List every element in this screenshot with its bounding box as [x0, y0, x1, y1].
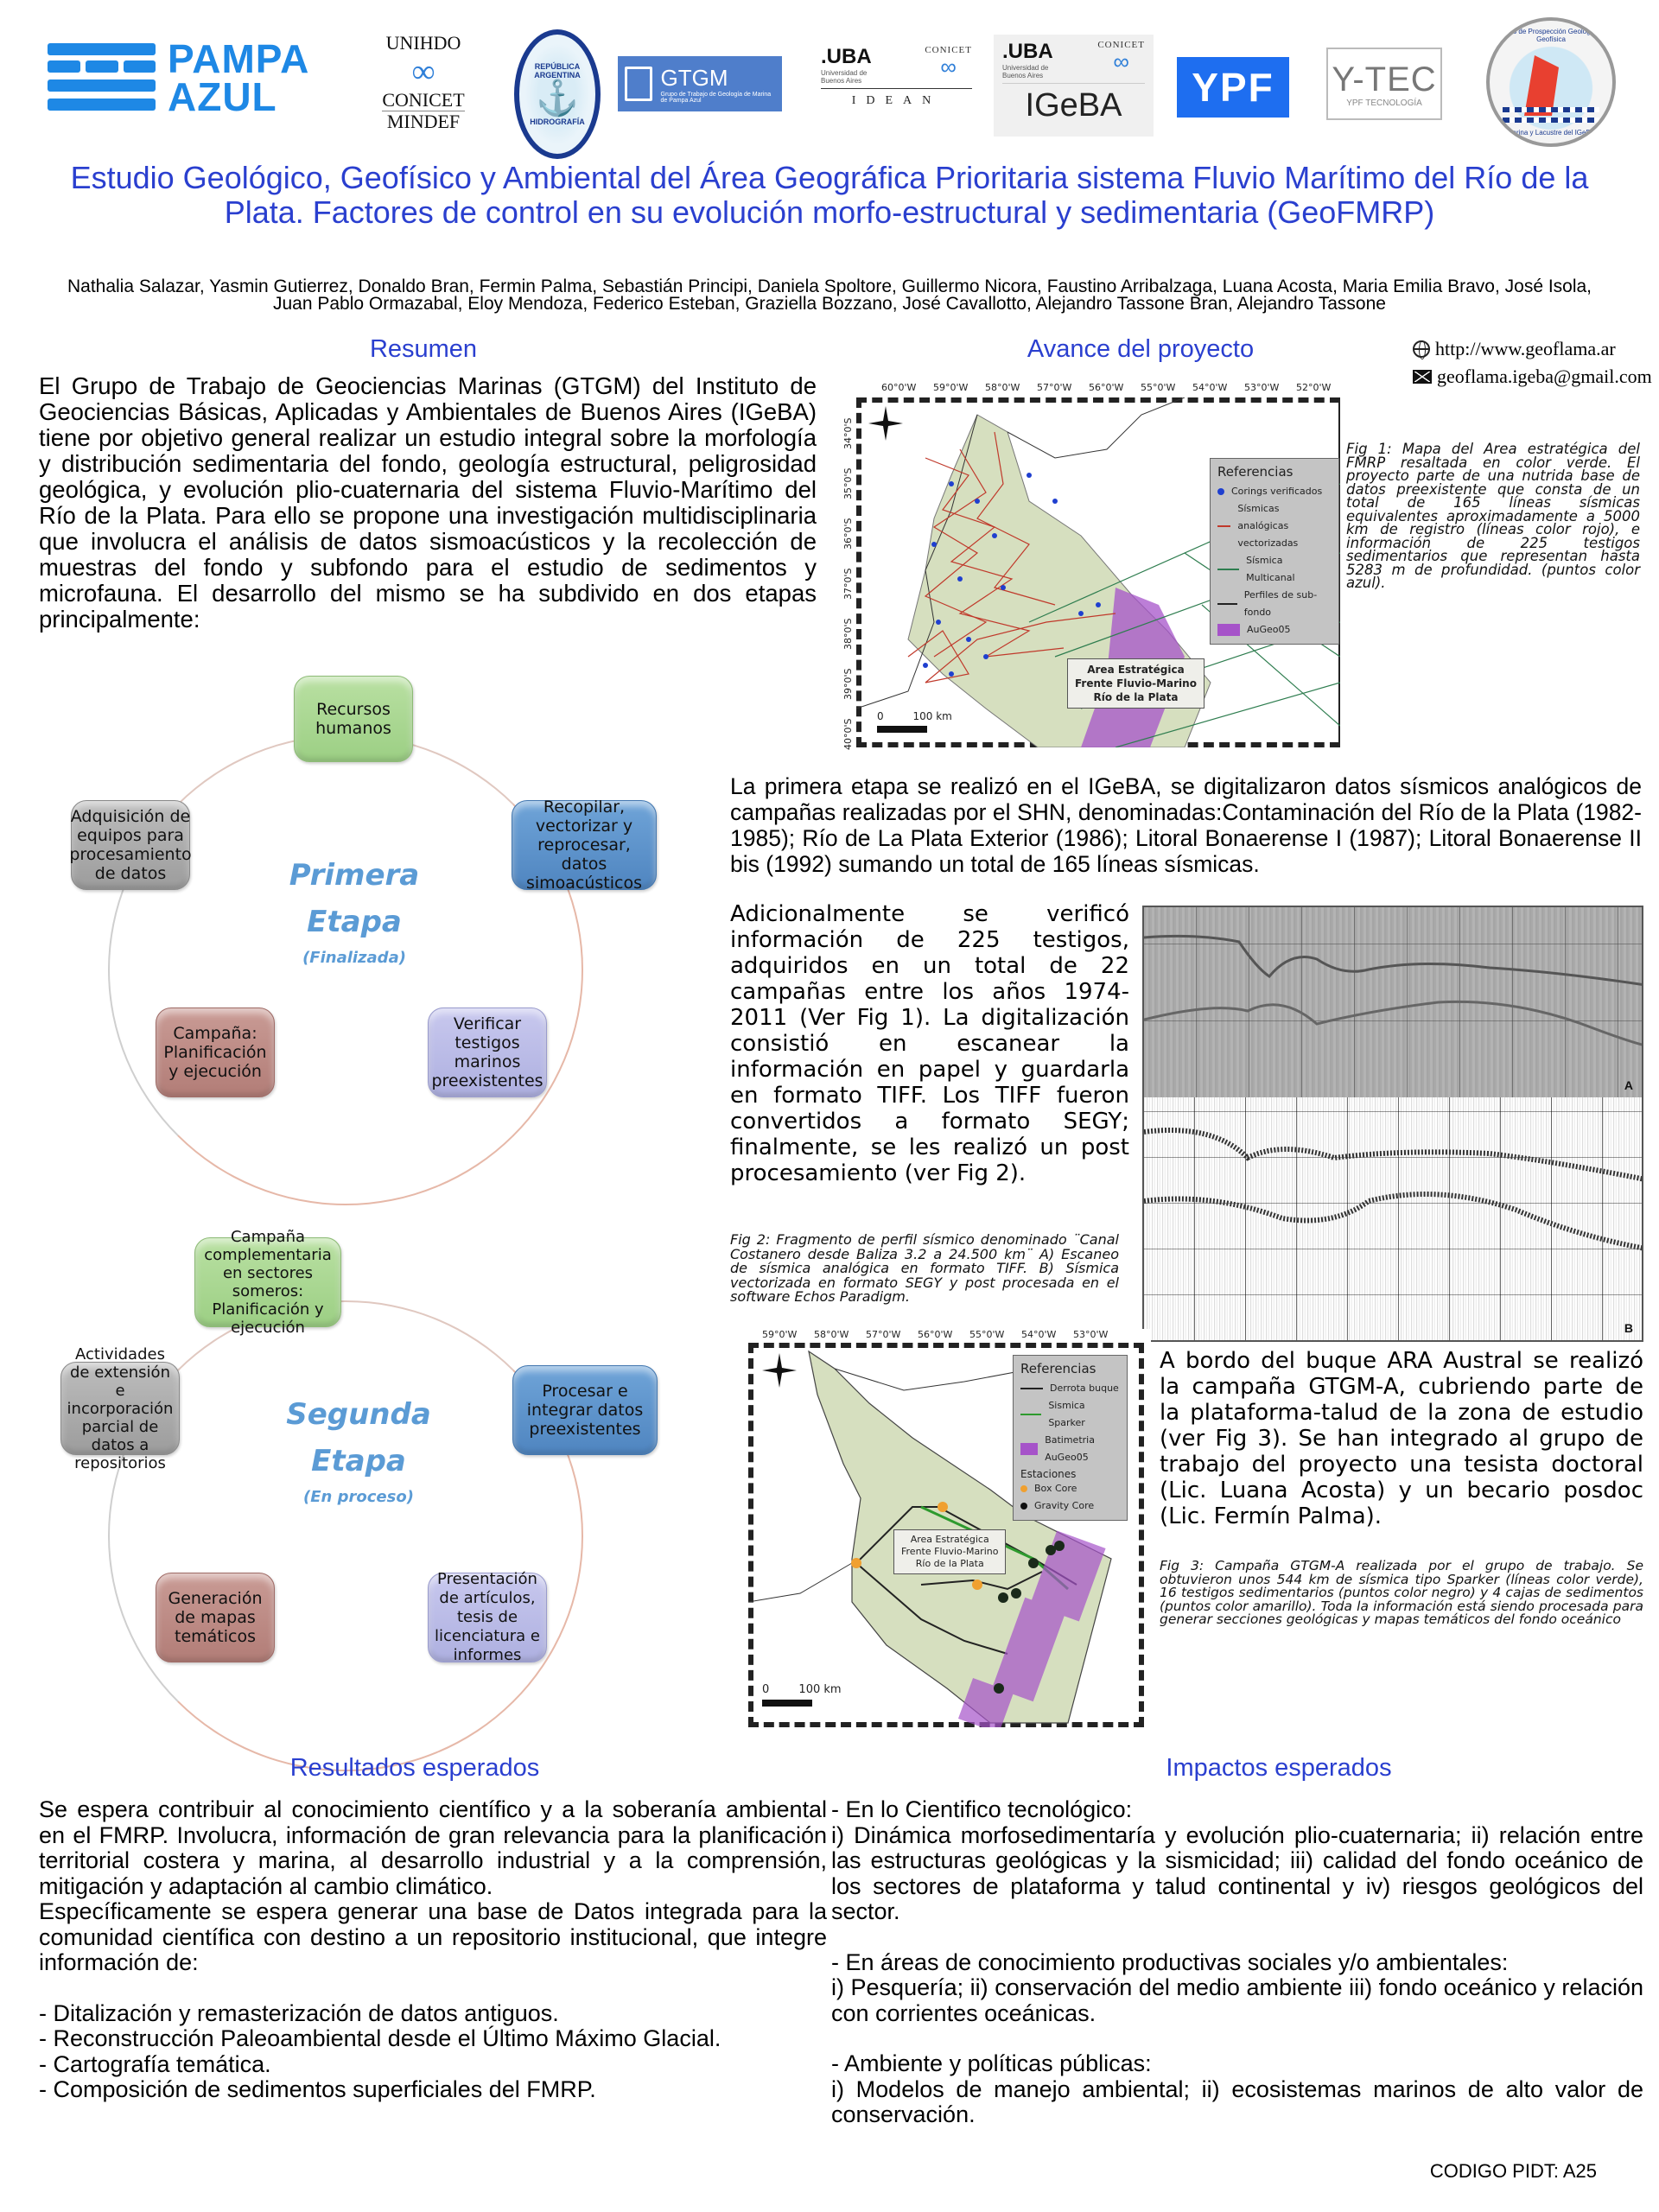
longitude-label: 53°0'W [1073, 1329, 1109, 1340]
seismic-panel-b [1144, 1097, 1642, 1340]
latitude-label: 34°0'S [842, 417, 854, 449]
impacto-block-title: - En áreas de conocimiento productivas sociales y/o ambientales: [831, 1948, 1509, 1975]
node-adquisicion-equipos: Adquisición de equipos para procesamiento de datos [71, 800, 190, 890]
scale-zero: 0 [762, 1683, 770, 1696]
anchor-icon: ⚓ [536, 79, 579, 118]
uba-subtitle: Universidad de Buenos Aires [1002, 64, 1049, 79]
resultados-item: - Cartografía temática. [39, 2050, 271, 2077]
etapa-title-line1: Segunda [286, 1397, 431, 1432]
legend-swatch [1217, 569, 1239, 570]
compass-rose-icon [868, 406, 903, 441]
fig1-area-label [1067, 658, 1205, 709]
legend-swatch [1217, 603, 1237, 605]
longitude-label: 58°0'W [985, 382, 1020, 393]
legend-item [1217, 552, 1332, 587]
email-link[interactable]: geoflama.igeba@gmail.com [1437, 365, 1652, 387]
longitude-label: 58°0'W [814, 1329, 849, 1340]
fig3-map [745, 1329, 1151, 1739]
node-presentacion-articulos: Presentación de artículos, tesis de licenciatura e informes [428, 1573, 547, 1662]
area-label-line: Frente Fluvio-Marino [901, 1546, 999, 1557]
fig2-caption: Fig 2: Fragmento de perfil sísmico denominado ¨Canal Costanero desde Baliza 3.2 a 24.500 km¨ A) Escaneo de sísmica analógica en formato TIFF. B) Sísmica vectorizada en formato SEGY y post procesada en el software Echos Paradigm. [730, 1231, 1119, 1305]
legend-swatch [1217, 525, 1230, 527]
legend-label: Box Core [1034, 1483, 1077, 1494]
longitude-label: 59°0'W [762, 1329, 798, 1340]
coastline-south [748, 1563, 852, 1602]
fig1-map [842, 380, 1344, 752]
legend-item [1020, 1432, 1120, 1466]
resultados-item: - Ditalización y remasterización de datos antiguos. [39, 1999, 559, 2026]
legend-item [1217, 483, 1332, 500]
node-verificar-testigos: Verificar testigos marinos preexistentes [428, 1007, 547, 1097]
longitude-label: 52°0'W [1296, 382, 1332, 393]
legend-label: AuGeo05 [1247, 624, 1291, 635]
fig3-legend [1013, 1355, 1128, 1521]
longitude-label: 60°0'W [881, 382, 917, 393]
idean-text: IDEAN [851, 94, 942, 107]
gtgm-mark-icon [625, 67, 652, 101]
impacto-block-text: i) Modelos de manejo ambiental; ii) ecosistemas marinos de alto valor de conservación. [831, 2075, 1643, 2127]
unihdo-logo [367, 33, 480, 132]
longitude-label: 55°0'W [969, 1329, 1005, 1340]
etapa-status: (En proceso) [303, 1488, 414, 1506]
cycle-ring [108, 1300, 583, 1771]
area-label-line: Río de la Plata [915, 1558, 984, 1569]
conicet-text: CONICET [925, 45, 972, 55]
unihdo-mindef-text: MINDEF [386, 111, 461, 132]
node-actividades-extension: Actividades de extensión e incorporación parcial de datos a repositorios [60, 1362, 180, 1455]
longitude-label: 53°0'W [1244, 382, 1280, 393]
etapa-title-line2: Etapa [311, 1444, 406, 1478]
igeba-text: IGeBA [1025, 87, 1122, 124]
coastline-north [1007, 397, 1185, 458]
longitude-label: 55°0'W [1141, 382, 1176, 393]
latitude-label: 35°0'S [842, 467, 854, 499]
seal-top-text: REPÚBLICA ARGENTINA [534, 62, 581, 79]
scale-distance: 100 km [798, 1683, 842, 1696]
etapa-title-line2: Etapa [307, 905, 402, 939]
fig1-legend [1210, 458, 1339, 645]
avance-paragraph2: Adicionalmente se verificó información de 225 testigos, adquiridos en un total de 22 campañas entre los años 1974-2011 (Ver Fig 1). La digitalización consistió en escanear la información en papel y guardarla en formato TIFF. Los TIFF fueron convertidos a formato SEGY; finalmente, se les realizó un post procesamiento (ver Fig 2). [730, 901, 1129, 1186]
fig3-caption: Fig 3: Campaña GTGM-A realizada por el grupo de trabajo. Se obtuvieron unos 544 km de sísmica tipo Sparker (líneas color verde), 16 testigos sedimentarios (puntos color negro) y 4 cajas de sedimentos (puntos color amarillo). Toda la información está siendo procesada para generar secciones geológicas y mapas temáticos del fondo oceánico [1160, 1558, 1643, 1627]
legend-item [1020, 1497, 1120, 1515]
avance-paragraph1: La primera etapa se realizó en el IGeBA, se digitalizaron datos sísmicos analógicos de campañas realizadas por el SHN, denominadas:Contaminación del Río de la Plata (1982-1985); Río de La Plata Exterior (1986); Litoral Bonaerense I (1987); Litoral Bonaerense II bis (1992) sumando un total de 165 líneas sísmicas. [730, 773, 1642, 877]
group-seal-bottom-text: Marina y Lacustre del IGeBA [1506, 129, 1596, 137]
ypf-logo [1177, 57, 1289, 118]
uba-text: .UBA [1002, 40, 1053, 63]
impactos-body [831, 1797, 1643, 2128]
legend-swatch [1020, 1485, 1027, 1492]
longitude-label: 57°0'W [866, 1329, 901, 1340]
legend-label: Sísmicas analógicas vectorizadas [1237, 503, 1299, 549]
legend-label: Perfiles de sub-fondo [1243, 589, 1318, 618]
seal-bottom-text: HIDROGRAFÍA [530, 118, 585, 126]
scale-distance: 100 km [912, 710, 952, 722]
impacto-block-text: i) Pesquería; ii) conservación del medio ambiente iii) fondo oceánico y relación con corrientes oceánicas. [831, 1974, 1643, 2026]
longitude-label: 54°0'W [1021, 1329, 1057, 1340]
resultados-body [39, 1797, 827, 2103]
fig1-scale-bar [877, 710, 952, 733]
node-campana-planificacion: Campaña: Planificación y ejecución [156, 1007, 275, 1097]
segunda-etapa-diagram [26, 1228, 683, 1754]
pampa-azul-line2: AZUL [168, 74, 277, 119]
group-seal-top-text: Grupo de Prospección Geológica y Geofísica [1497, 28, 1605, 43]
pampa-azul-logo [48, 35, 309, 121]
node-procesar-integrar: Procesar e integrar datos preexistentes [512, 1365, 658, 1455]
legend-item [1020, 1397, 1120, 1432]
resultados-paragraph1: Se espera contribuir al conocimiento científico y a la soberanía ambiental en el FMRP. Involucra, información de gran relevancia para la planificación territorial costera y marina, al desarrollo industrial y a la comprensión, mitigación y adaptación al cambio climático. [39, 1796, 827, 1899]
unihdo-text: UNIHDO [385, 32, 461, 54]
legend-swatch [1020, 1443, 1038, 1455]
mail-icon [1413, 370, 1432, 384]
fig3-scale-bar [762, 1683, 842, 1707]
pampa-azul-wave-icon [48, 41, 156, 115]
fig3-area-label [893, 1529, 1006, 1574]
latitude-label: 36°0'S [842, 518, 854, 550]
legend-title: Referencias [1020, 1361, 1096, 1376]
legend-item [1020, 1380, 1120, 1397]
primera-etapa-diagram [26, 674, 683, 1192]
legend-label: Sismica Sparker [1048, 1400, 1085, 1428]
legend-title: Referencias [1217, 464, 1294, 480]
area-label-line: Area Estratégica [1087, 664, 1185, 676]
etapa-title-line1: Primera [289, 858, 420, 893]
impacto-block-title: - Ambiente y políticas públicas: [831, 2050, 1152, 2076]
compass-rose-icon [762, 1353, 797, 1388]
legend-swatch [1020, 1414, 1041, 1415]
longitude-label: 56°0'W [1089, 382, 1124, 393]
node-recopilar-vectorizar: Recopilar, vectorizar y reprocesar, datos simoacústicos [512, 800, 657, 890]
legend-label: Batimetria AuGeo05 [1045, 1434, 1095, 1463]
longitude-label: 56°0'W [918, 1329, 953, 1340]
legend-label: Derrota buque [1050, 1382, 1119, 1394]
node-recursos-humanos: Recursos humanos [294, 676, 413, 762]
conicet-infinity-icon: ∞ [940, 54, 957, 79]
latitude-label: 40°0'S [842, 718, 854, 750]
impacto-block-title: - En lo Cientifico tecnológico: [831, 1796, 1133, 1822]
latitude-label: 37°0'S [842, 568, 854, 600]
conicet-infinity-icon: ∞ [411, 54, 435, 90]
gtgm-title: GTGM [660, 64, 728, 91]
ytec-text: Y-TEC [1332, 60, 1437, 99]
longitude-label: 59°0'W [933, 382, 969, 393]
unihdo-conicet-text: CONICET [382, 89, 465, 111]
legend-swatch [1217, 488, 1224, 495]
ytec-subtitle: YPF TECNOLOGÍA [1346, 98, 1422, 108]
legend-swatch [1020, 1388, 1043, 1389]
longitude-label: 57°0'W [1037, 382, 1072, 393]
resumen-heading: Resumen [369, 335, 478, 363]
uba-text: .UBA [821, 45, 872, 68]
seismic-panel-a [1144, 907, 1642, 1097]
resultados-item: - Reconstrucción Paleoambiental desde el Último Máximo Glacial. [39, 2025, 721, 2051]
resultados-paragraph2: Específicamente se espera generar una base de Datos integrada para la comunidad científica con destino a un repositorio institucional, que integre información de: [39, 1898, 827, 1975]
poster-title: Estudio Geológico, Geofísico y Ambiental del Área Geográfica Prioritaria sistema Fluvio Marítimo del Río de la Plata. Factores de control en su evolución morfo-estructural y sedimentaria (GeoFMRP) [70, 160, 1589, 230]
resultados-item: - Composición de sedimentos superficiales del FMRP. [39, 2076, 596, 2102]
legend-item [1217, 587, 1332, 621]
legend-item [1217, 621, 1332, 639]
etapa-status: (Finalizada) [302, 949, 406, 967]
primera-etapa-label [268, 852, 441, 971]
impacto-block-text: i) Dinámica morfosedimentaría y evolución plio-cuaternaria; ii) relación entre las estructuras geológicas y la sismicidad; iii) calidad del fondo oceánico de los sectores de plataforma y talud continental y iv) riesgos geológicos del sector. [831, 1821, 1643, 1924]
prospeccion-group-seal [1486, 17, 1616, 147]
legend-item [1020, 1480, 1120, 1497]
uba-igeba-logo [994, 35, 1154, 137]
fig1-caption: Fig 1: Mapa del Area estratégica del FMRP resaltada en color verde. El proyecto parte de una nutrida base de datos preexistente que consta de un total de 165 líneas sísmicas equivalentes aproximadamente a 5000 km de registro (líneas color rojo), e información de 225 testigos sedimentarios que representan hasta 5283 m de profundidad. (puntos color azul). [1346, 441, 1640, 591]
legend-label: Sísmica Multicanal [1246, 555, 1295, 583]
legend-label: Gravity Core [1034, 1500, 1095, 1511]
website-link[interactable]: http://www.geoflama.ar [1435, 338, 1616, 359]
legend-label: Corings verificados [1231, 486, 1323, 497]
panel-a-label: A [1624, 1078, 1633, 1092]
contact-block [1413, 335, 1652, 391]
longitude-label: 54°0'W [1192, 382, 1228, 393]
segunda-etapa-label [272, 1391, 445, 1510]
resumen-text: El Grupo de Trabajo de Geociencias Marinas (GTGM) del Instituto de Geociencias Básicas, Aplicadas y Ambientales de Buenos Aires (IGeBA) tiene por objetivo general realizar un estudio integral sobre la morfología y distribución sedimentaria del fondo, geología estructural, peligrosidad geológica, y evolución plio-cuaternaria del sistema Fluvio-Marítimo del Río de la Plata. Para ello se propone una investigación multidisciplinaria que involucra el análisis de datos sismoacústicos y la recolección de muestras del fondo y subfondo para el estudio de sedimentos y microfauna. El desarrollo del mismo se ha subdivido en dos etapas principalmente: [39, 372, 817, 632]
ytec-logo [1326, 48, 1442, 120]
gtgm-logo [618, 56, 782, 111]
legend-item [1217, 500, 1332, 552]
scale-zero: 0 [877, 710, 884, 722]
pampa-azul-line1: PAMPA [168, 36, 310, 81]
avance-paragraph3: A bordo del buque ARA Austral se realizó la campaña GTGM-A, cubriendo parte de la plataforma-talud de la zona de estudio (ver Fig 3). Se han integrado al grupo de trabajo del proyecto una tesista doctoral (Lic. Luana Acosta) y un becario posdoc (Lic. Fermín Palma). [1160, 1348, 1643, 1529]
area-label-line: Río de la Plata [1093, 691, 1179, 703]
impactos-heading: Impactos esperados [1166, 1754, 1392, 1782]
gtgm-subtitle: Grupo de Trabajo de Geología de Marina de Pampa Azul [660, 91, 772, 104]
avance-heading: Avance del proyecto [1027, 335, 1255, 363]
ypf-text: YPF [1177, 57, 1289, 118]
globe-icon [1413, 340, 1430, 358]
codigo-pidt: CODIGO PIDT: A25 [1429, 2160, 1597, 2182]
area-label-line: Frente Fluvio-Marino [1075, 677, 1197, 690]
conicet-text: CONICET [1097, 40, 1145, 50]
legend-subtitle: Estaciones [1020, 1468, 1077, 1480]
uba-subtitle: Universidad de Buenos Aires [821, 69, 868, 85]
fig2-seismic-profile [1142, 906, 1643, 1342]
legend-swatch [1020, 1503, 1027, 1510]
node-campana-complementaria: Campaña complementaria en sectores someros: Planificación y ejecución [194, 1237, 341, 1327]
legend-swatch [1217, 624, 1240, 636]
panel-b-label: B [1624, 1321, 1633, 1335]
latitude-label: 38°0'S [842, 618, 854, 650]
conicet-infinity-icon: ∞ [1113, 48, 1129, 74]
node-generacion-mapas: Generación de mapas temáticos [156, 1573, 275, 1662]
latitude-label: 39°0'S [842, 668, 854, 700]
resultados-heading: Resultados esperados [289, 1754, 540, 1782]
area-label-line: Area Estratégica [910, 1534, 989, 1545]
uba-idean-logo [821, 45, 972, 108]
hidrografia-seal [514, 29, 601, 159]
authors-list: Nathalia Salazar, Yasmin Gutierrez, Donaldo Bran, Fermin Palma, Sebastián Principi, Daniela Spoltore, Guillermo Nicora, Faustino Arribalzaga, Luana Acosta, Maria Emilia Bravo, José Isola, Juan Pablo Ormazabal, Eloy Mendoza, Federico Esteban, Graziella Bozzano, José Cavallotto, Alejandro Tassone Bran, Alejandro Tassone [67, 276, 1592, 314]
